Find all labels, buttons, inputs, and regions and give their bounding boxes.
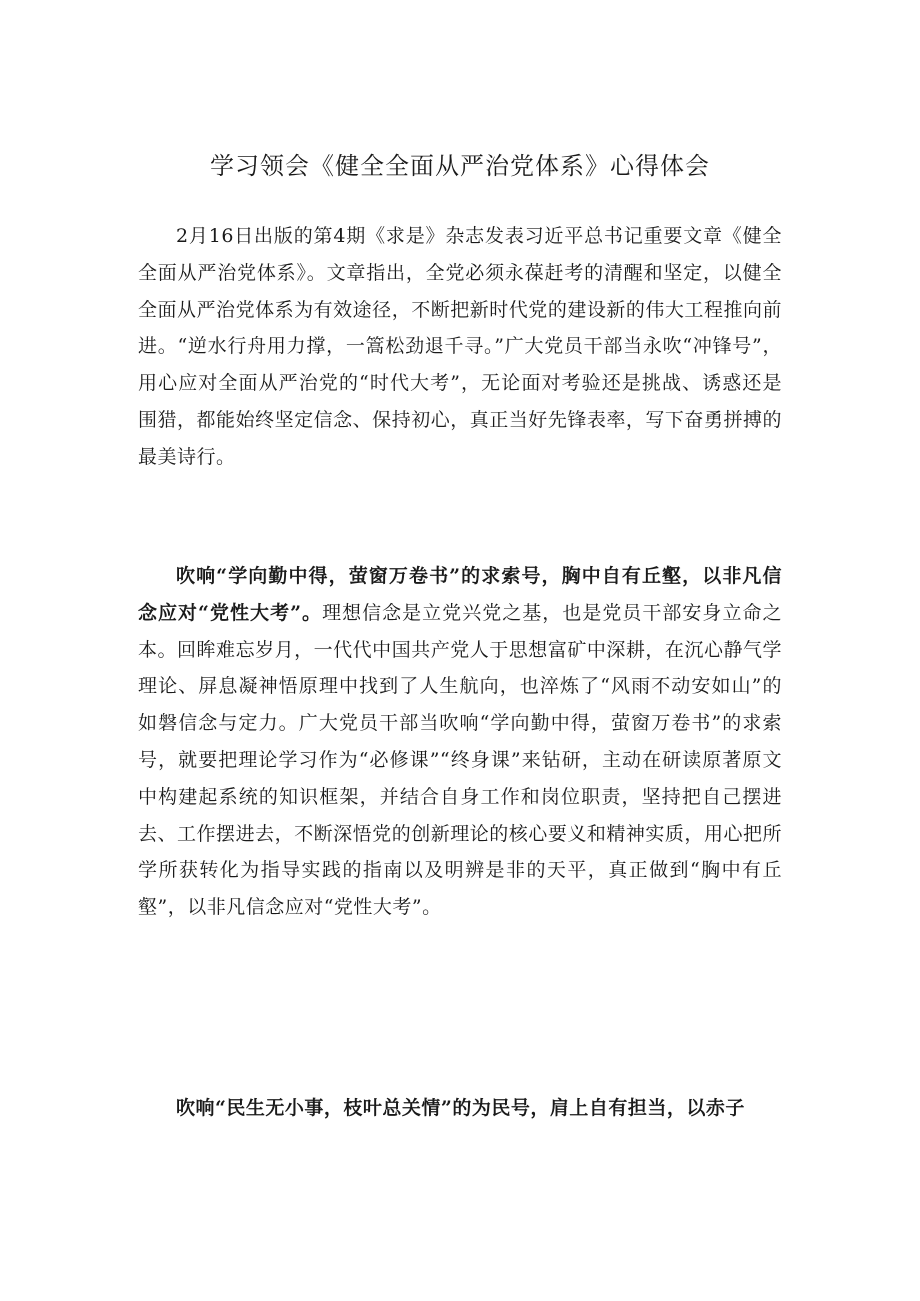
document-title: 学习领会《健全全面从严治党体系》心得体会: [210, 152, 710, 180]
paragraph-intro: [138, 218, 782, 476]
paragraph-intro-text: 2月16日出版的第4期《求是》杂志发表习近平总书记重要文章《健全全面从严治党体系》。文章指出，全党必须永葆赶考的清醒和坚定，以健全全面从严治党体系为有效途径，不断把新时代党的建设新的伟大工程推向前进。“逆水行舟用力撑，一篙松劲退千寻。”广大党员干部当永吹“冲锋号”，用心应对全面从严治党的“时代大考”，无论面对考验还是挑战、诱惑还是围猎，都能始终坚定信念、保持初心，真正当好先锋表率，写下奋勇拼搏的最美诗行。: [138, 225, 782, 468]
paragraph-study: [138, 558, 782, 926]
paragraph-study-lead: 吹响“学向勤中得，萤窗万卷书”的求索号，胸中自有丘壑，以非凡信念应对“党性大考”。: [138, 565, 782, 624]
paragraph-study-text: 理想信念是立党兴党之基，也是党员干部安身立命之本。回眸难忘岁月，一代代中国共产党人于思想富矿中深耕，在沉心静气学理论、屏息凝神悟原理中找到了人生航向，也淬炼了“风雨不动安如山”的如磐信念与定力。广大党员干部当吹响“学向勤中得，萤窗万卷书”的求索号，就要把理论学习作为“必修课”“终身课”来钻研，主动在研读原著原文中构建起系统的知识框架，并结合自身工作和岗位职责，坚持把自己摆进去、工作摆进去，不断深悟党的创新理论的核心要义和精神实质，用心把所学所获转化为指导实践的指南以及明辨是非的天平，真正做到“胸中有丘壑”，以非凡信念应对“党性大考”。: [138, 601, 782, 919]
paragraph-people: [138, 1090, 782, 1127]
paragraph-people-lead: 吹响“民生无小事，枝叶总关情”的为民号，肩上自有担当，以赤子: [176, 1097, 745, 1119]
